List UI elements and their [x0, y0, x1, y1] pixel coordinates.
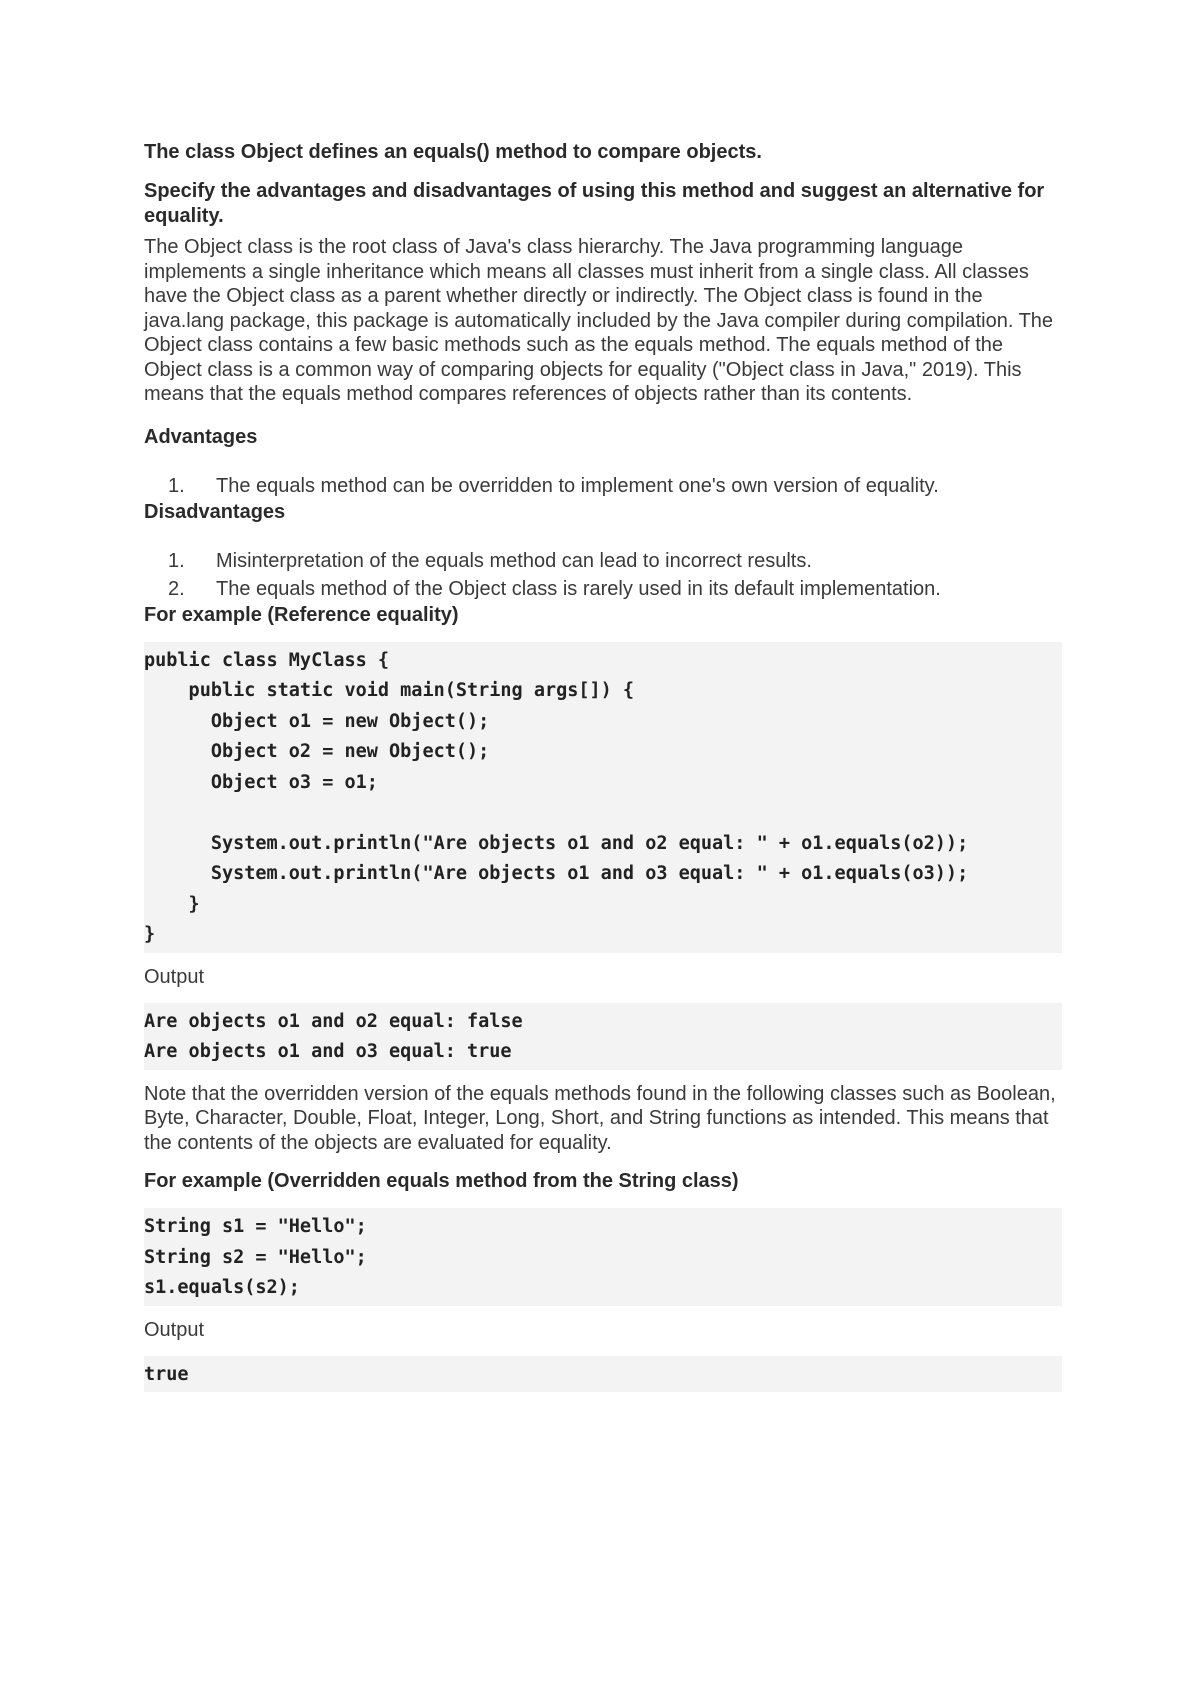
- output-label: Output: [144, 965, 205, 988]
- list-text: The equals method can be overridden to implement one's own version of equality.: [216, 474, 939, 497]
- question-text: Specify the advantages and disadvantages of using this method and suggest an alternative for equality.: [144, 180, 1045, 227]
- output-block-string: true: [144, 1356, 1062, 1393]
- example-reference-heading: For example (Reference equality): [144, 603, 459, 626]
- code-block-string: String s1 = "Hello"; String s2 = "Hello"; s1.equals(s2);: [144, 1208, 1062, 1306]
- list-item: [144, 547, 1062, 575]
- advantages-list: [144, 472, 1062, 500]
- disadvantages-list: [144, 547, 1062, 603]
- disadvantages-heading: Disadvantages: [144, 500, 286, 523]
- list-number: 1.: [168, 474, 185, 497]
- output-block-reference: Are objects o1 and o2 equal: false Are objects o1 and o3 equal: true: [144, 1003, 1062, 1070]
- list-text: Misinterpretation of the equals method can lead to incorrect results.: [216, 549, 812, 572]
- list-number: 2.: [168, 577, 185, 600]
- example-string-heading: For example (Overridden equals method from the String class): [144, 1170, 739, 1192]
- intro-paragraph: The Object class is the root class of Java's class hierarchy. The Java programming language implements a single inheritance which means all classes must inherit from a single class. All classes have the Object class as a parent whether directly or indirectly. The Object class is found in the java.lang package, this package is automatically included by the Java compiler during compilation. The Object class contains a few basic methods such as the equals method. The equals method of the Object class is a common way of comparing objects for equality ("Object class in Java," 2019). This means that the equals method compares references of objects rather than its contents.: [144, 236, 1054, 405]
- list-number: 1.: [168, 549, 185, 572]
- list-item: [144, 575, 1062, 603]
- code-block-myclass: public class MyClass { public static void main(String args[]) { Object o1 = new Object(); Object o2 = new Object(); Object o3 = o1; System.out.println("Are objects o1 and o2 equal: " + o1.equals(o2)); System.out.println("Are objects o1 and o3 equal: " + o1.equals(o3)); } }: [144, 642, 1062, 953]
- list-item: [144, 472, 1062, 500]
- note-paragraph: Note that the overridden version of the equals methods found in the following classes such as Boolean, Byte, Character, Double, Float, Integer, Long, Short, and String functions as intended. This means that the contents of the objects are evaluated for equality.: [144, 1082, 1056, 1154]
- advantages-heading: Advantages: [144, 425, 258, 448]
- list-text: The equals method of the Object class is rarely used in its default implementation.: [216, 577, 941, 600]
- document-title: The class Object defines an equals() method to compare objects.: [144, 141, 762, 163]
- output-label: Output: [144, 1318, 205, 1341]
- document-page: [144, 140, 1062, 1392]
